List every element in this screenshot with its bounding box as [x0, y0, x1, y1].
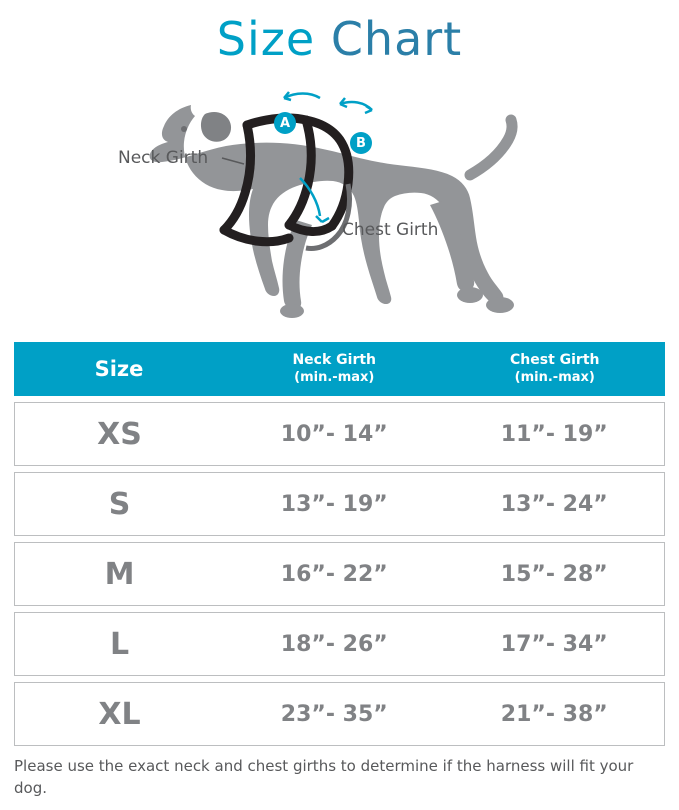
- table-row: [14, 612, 665, 676]
- cell-size: L: [14, 612, 224, 676]
- size-table-wrapper: [14, 336, 665, 752]
- cell-neck-girth: 18”- 26”: [224, 612, 445, 676]
- size-table-head: [14, 342, 665, 396]
- cell-size: M: [14, 542, 224, 606]
- marker-a-badge: A: [274, 112, 296, 134]
- cell-chest-girth: 11”- 19”: [445, 402, 666, 466]
- dog-tail-icon: [470, 120, 512, 175]
- size-table: [14, 336, 665, 752]
- dog-eye-icon: [181, 126, 187, 132]
- header-chest-girth-label: Chest Girth: [510, 352, 600, 369]
- cell-neck-girth: 23”- 35”: [224, 682, 445, 746]
- title-word-size: Size: [216, 12, 316, 66]
- dog-ear-icon: [201, 112, 231, 142]
- dog-harness-illustration: [0, 70, 679, 318]
- header-neck-girth-label: Neck Girth: [292, 352, 377, 369]
- cell-chest-girth: 13”- 24”: [445, 472, 666, 536]
- page-title: [0, 0, 679, 66]
- cell-neck-girth: 16”- 22”: [224, 542, 445, 606]
- cell-neck-girth: 10”- 14”: [224, 402, 445, 466]
- cell-size: S: [14, 472, 224, 536]
- cell-chest-girth: 21”- 38”: [445, 682, 666, 746]
- header-size: Size: [14, 342, 224, 396]
- table-row: [14, 472, 665, 536]
- table-row: [14, 402, 665, 466]
- header-neck-girth-sub: (min.-max): [294, 369, 375, 385]
- cell-neck-girth: 13”- 19”: [224, 472, 445, 536]
- title-word-chart: Chart: [330, 12, 463, 66]
- header-chest-girth-sub: (min.-max): [514, 369, 595, 385]
- header-chest-girth: [445, 342, 666, 396]
- table-row: [14, 542, 665, 606]
- footer-note: Please use the exact neck and chest girths to determine if the harness will fit your dog.: [14, 757, 634, 797]
- cell-chest-girth: 17”- 34”: [445, 612, 666, 676]
- cell-size: XS: [14, 402, 224, 466]
- size-table-body: [14, 402, 665, 746]
- neck-girth-label: Neck Girth: [118, 148, 209, 168]
- table-row: [14, 682, 665, 746]
- dog-figure-svg: [0, 70, 679, 318]
- cell-chest-girth: 15”- 28”: [445, 542, 666, 606]
- header-neck-girth: [224, 342, 445, 396]
- cell-size: XL: [14, 682, 224, 746]
- marker-b-badge: B: [350, 132, 372, 154]
- chest-girth-label: Chest Girth: [342, 220, 439, 240]
- table-header-row: [14, 342, 665, 396]
